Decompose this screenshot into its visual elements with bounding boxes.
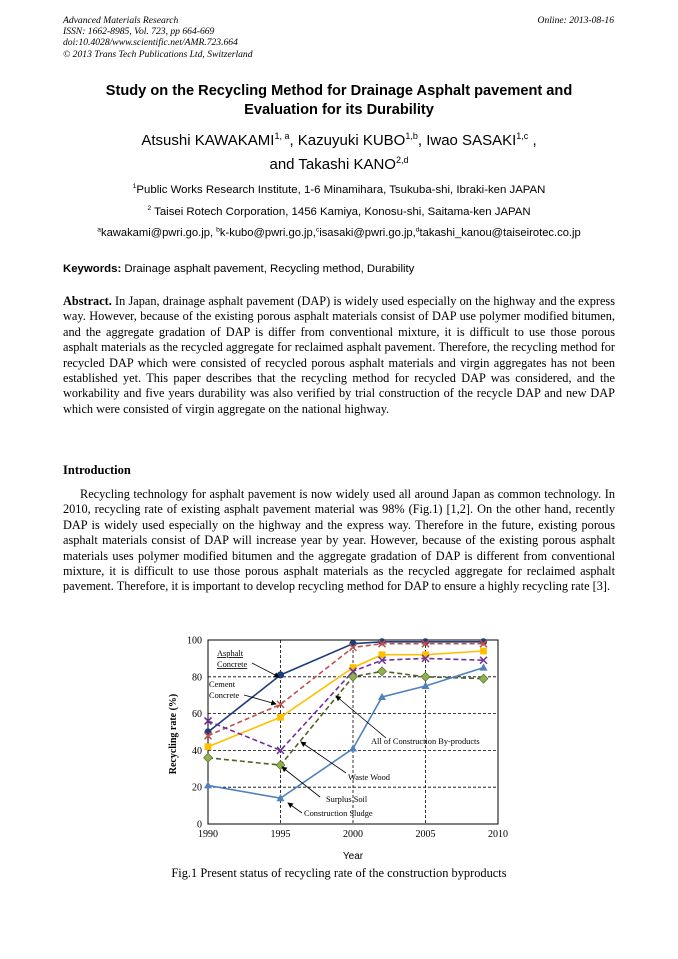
email-list: [63, 226, 615, 240]
data-point: [277, 714, 284, 721]
author-tail: ,: [528, 132, 537, 149]
abstract-label: Abstract.: [63, 294, 112, 308]
keywords-label: Keywords:: [63, 263, 122, 275]
aff-text: Taisei Rotech Corporation, 1456 Kamiya, Konosu-shi, Saitama-ken JAPAN: [151, 206, 531, 218]
figure-caption: Fig.1 Present status of recycling rate of the construction byproducts: [171, 866, 507, 880]
intro-paragraph: Recycling technology for asphalt pavement is now widely used all around Japan as common technology. In 2010, recycling rate of existing asphalt pavement material was 98% (Fig.1) [1,2]. On the other hand, recently DAP is widely used especially on the highway and the express way. Therefore in the future, existing porous asphalt materials consist of DAP will increase year by year. However, because of the existing porous asphalt materials uses polymer modified bitumen and the aggregate gradation of DAP is different from conventional mixture, it is difficult to use those porous asphalt materials as the recycled aggregate for reclaimed asphalt pavement. Therefore, it is important to develop recycling method for DAP to ensure a highly recycling rate [3].: [63, 487, 615, 594]
x-tick-label: 2010: [488, 829, 508, 840]
doi: doi:10.4028/www.scientific.net/AMR.723.664: [63, 37, 238, 49]
aff-text: Public Works Research Institute, 1-6 Minamihara, Tsukuba-shi, Ibraki-ken JAPAN: [136, 184, 546, 196]
email-link[interactable]: k-kubo@pwri.go.jp,: [219, 227, 316, 239]
y-tick-label: 20: [192, 782, 202, 794]
aff-sup: 1: [132, 183, 137, 191]
x-tick-label: 1990: [198, 829, 218, 840]
title-line-1: Study on the Recycling Method for Drainage Asphalt pavement and: [105, 83, 573, 99]
data-point: [349, 744, 357, 751]
y-tick-label: 60: [192, 709, 202, 721]
title-line-2: Evaluation for its Durability: [244, 102, 434, 118]
author-sup: 1,b: [405, 131, 418, 141]
author-sup: 2,d: [395, 155, 409, 165]
issn: ISSN: 1662-8985, Vol. 723, pp 664-669: [63, 26, 215, 38]
annotation-asphalt: Asphalt: [217, 649, 244, 658]
email-sup: b: [216, 226, 220, 234]
author-list: [63, 129, 615, 177]
affiliation-2: [63, 205, 615, 219]
keywords-text: Drainage asphalt pavement, Recycling method, Durability: [121, 263, 415, 275]
author-sup: 1, a: [274, 131, 290, 141]
author-name: and Takashi KANO: [269, 156, 396, 173]
y-axis-label: Recycling rate (%): [168, 693, 179, 775]
x-tick-label: 2000: [343, 829, 363, 840]
annotation-cement: Cement: [209, 680, 236, 689]
data-point: [422, 651, 429, 658]
email-link[interactable]: kawakami@pwri.go.jp,: [100, 227, 217, 239]
author-name: Atsushi KAWAKAMI: [141, 132, 275, 149]
annotation-construction-sludge: Construction Sludge: [304, 809, 373, 818]
y-tick-label: 100: [187, 635, 202, 647]
leader-arrow: [252, 663, 279, 677]
series-line: [208, 668, 484, 799]
annotation-surplus-soil: Surplus Soil: [326, 795, 368, 804]
annotation-all-byproducts: All of Construction By-products: [371, 737, 480, 746]
online-date: Online: 2013-08-16: [537, 15, 614, 26]
annotation-waste-wood: Waste Wood: [348, 773, 390, 782]
data-point: [277, 671, 284, 678]
data-point: [479, 674, 488, 683]
x-axis-label: Year: [342, 851, 364, 862]
author-name: , Iwao SASAKI: [417, 132, 517, 149]
data-point: [480, 648, 487, 655]
email-sup: c: [315, 226, 320, 234]
author-name: , Kazuyuki KUBO: [289, 132, 406, 149]
recycling-rate-chart: [160, 630, 520, 862]
y-tick-label: 80: [192, 672, 202, 684]
data-point: [349, 640, 356, 647]
author-sup: 1,c: [516, 131, 529, 141]
leader-arrow: [288, 803, 302, 813]
email-sup: d: [415, 226, 420, 234]
y-tick-label: 0: [197, 819, 202, 831]
intro-heading: Introduction: [63, 463, 131, 477]
annotation-asphalt-2: Concrete: [217, 660, 248, 669]
affiliation-1: [63, 183, 615, 197]
copyright: © 2013 Trans Tech Publications Ltd, Switzerland: [63, 48, 253, 60]
x-tick-label: 2005: [415, 829, 436, 840]
data-point: [378, 667, 387, 676]
aff-sup: 2: [147, 205, 152, 213]
abstract-text: In Japan, drainage asphalt pavement (DAP) is widely used especially on the highway and the express way. However, because of the existing porous asphalt materials consist of DAP use polymer modified bitumen, and the aggregate gradation of DAP is differ from conventional mixture, it is difficult to use those porous asphalt materials as the recycled aggregate for reclaimed asphalt pavement. Therefore, the recycling method for recycled DAP which were consisted of recycled porous asphalt materials and virgin aggregates has not been established yet. This paper describes that the recycling method for recycled DAP was considered, and the workability and five years durability was also verified by trial construction of the recycle DAP and new DAP which were consisted of virgin aggregate on the national highway.: [63, 294, 615, 416]
data-point: [480, 663, 488, 670]
annotation-cement-2: Concrete: [209, 691, 240, 700]
series-line: [208, 644, 484, 736]
email-link[interactable]: isasaki@pwri.go.jp,: [319, 227, 416, 239]
data-point: [204, 753, 213, 762]
y-tick-label: 40: [192, 745, 202, 757]
authors-line-1: [63, 129, 615, 153]
journal-name: Advanced Materials Research: [63, 15, 179, 26]
email-link[interactable]: takashi_kanou@taiseirotec.co.jp: [419, 227, 581, 239]
data-point: [204, 781, 212, 788]
data-point: [205, 743, 212, 750]
journal-header: [63, 15, 253, 60]
x-tick-label: 1995: [270, 829, 291, 840]
keywords: [63, 262, 615, 276]
authors-line-2: [63, 153, 615, 177]
paper-title: [63, 82, 615, 120]
abstract: [63, 294, 615, 417]
data-point: [421, 672, 430, 681]
email-sup: a: [97, 226, 101, 234]
